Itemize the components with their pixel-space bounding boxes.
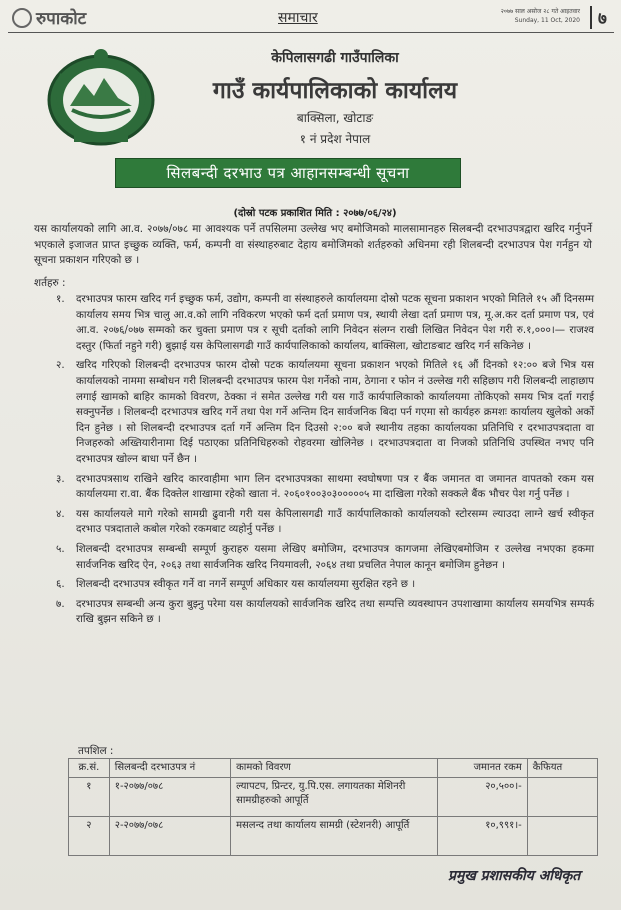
publication-date: (दोस्रो पटक प्रकाशित मिति : २०७७/०६/२४) (233, 208, 397, 219)
condition-item: ६. शिलबन्दी दरभाउपत्र स्वीकृत गर्ने वा नगर्ने सम्पूर्ण अधिकार यस कार्यालयमा सुरक्षित रहने छ । (56, 578, 416, 591)
col-serial: क्र.सं. (69, 759, 110, 778)
cell-security-amount: १०,९९१।- (437, 817, 527, 856)
signatory-title: प्रमुख प्रशासकीय अधिकृत (448, 868, 581, 884)
cell-tender-no: २-२०७७/०७८ (109, 817, 230, 856)
condition-item: ७. दरभाउपत्र सम्बन्धी अन्य कुरा बुझ्नु परेमा यस कार्यालयको सार्वजनिक खरिद तथा सम्पत्ति व्यवस्थापन उपशाखामा कार्यालय समयभित्र सम्पर्क राखि बुझन सकिने छ । (56, 597, 594, 626)
notice-intro: यस कार्यालयको लागि आ.व. २०७७/०७८ मा आवश्यक पर्ने तपसिलमा उल्लेख भए बमोजिमको मालसामानहरु सिलबन्दी दरभाउपत्रद्वारा खरिद गर्नुपर्ने भएकाले इजाजत प्राप्त इच्छुक व्यक्ति, फर्म, कम्पनी वा संस्थाहरुबाट देहाय बमोजिमको शर्तहरुको अधिनमा रही शिलबन्दी दरभाउपत्र पेश गर्नहुन यो सूचना प्रकाशन गरिएको छ । (34, 223, 592, 267)
conditions-list (34, 292, 594, 632)
cell-serial: २ (69, 817, 110, 856)
table-header-row (69, 759, 598, 778)
col-remarks: कैफियत (527, 759, 597, 778)
issue-date (480, 7, 580, 25)
condition-item: २. खरिद गरिएको शिलबन्दी दरभाउपत्र फारम दोस्रो पटक कार्यालयमा सूचना प्रकाशन भएको मितिले १६ औं दिनको १२:०० बजे भित्र यस कार्यालयको नाममा सम्बोधन गरी शिलबन्दी दरभाउपत्र फारम पेश गर्नेको नाम, ठेगाना र फोन नं उल्लेख गरी सहिछाप गरी शिलबन्दी लाहाछाप लगाई खामको बाहिर कामको विवरण, ठेक्का नं समेत उल्लेख गरी यस गाउँ कार्यपालिकाको कार्यालयमा तोकिएको समय भित्र दर्ता गराई सक्नुपर्नेछ । शिलबन्दी दरभाउपत्र खरिद गर्ने तथा पेश गर्ने अन्तिम दिन सार्वजनिक बिदा पर्न गएमा सो कार्यहरु क्रमशः कार्यालय खुलेको अर्को दिन हुनेछ । सो शिलबन्दी दरभाउपत्र दर्ता गर्ने अन्तिम दिन दिउसो २:०० बजे स्थानीय तहका कार्यालयका प्रतिनिधि र दरभाउपत्रदाता वा निजहरुको अख्तियारीनामा दिई पठाएका प्रतिनिधिहरुको रोहवरमा खोलिनेछ । दरभाउपत्रदाता वा निजको प्रतिनिधि उपस्थित नभए पनि दरभाउपत्र खोल्न बाधा पर्ने छैन । (56, 359, 594, 465)
cell-serial: १ (69, 778, 110, 817)
issue-date-np: २०७७ साल असोज २८ गते आइतवार (500, 8, 580, 15)
table-label: तपशिल : (78, 745, 114, 757)
cell-remarks (527, 817, 597, 856)
notice-title: सिलबन्दी दरभाउ पत्र आहानसम्बन्धी सूचना (166, 164, 410, 182)
table-row (69, 778, 598, 817)
conditions-heading: शर्तहरु : (34, 277, 66, 289)
notice-title-banner (115, 158, 461, 188)
office-province: १ नं प्रदेश नेपाल (299, 132, 371, 146)
condition-item: ४. यस कार्यालयले मागे गरेको सामग्री ढुवानी गरी यस केपिलासगढी गाउँ कार्यपालिकाको कार्यालयको स्टोरसम्म ल्याउदा लाग्ने खर्च स्वीकृत दरभाउ पत्रदाताले कबोल गरेको रकमबाट व्यहोर्नु पर्नेछ । (56, 507, 594, 536)
condition-item: ५. शिलबन्दी दरभाउपत्र सम्बन्धी सम्पूर्ण कुराहरु यसमा लेखिए बमोजिम, दरभाउपत्र कागजमा लेखिएबमोजिम र उल्लेख नभएका हकमा सार्वजनिक खरिद ऐन, २०६३ तथा सार्वजनिक खरिद नियमावली, २०६४ तथा प्रचलित नेपाल कानून बमोजिम हुनेछन । (56, 542, 594, 571)
cell-description: मसलन्द तथा कार्यालय सामग्री (स्टेशनरी) आपूर्ति (231, 817, 438, 856)
condition-item: १. दरभाउपत्र फारम खरिद गर्न इच्छुक फर्म, उद्योग, कम्पनी वा संस्थाहरुले कार्यालयमा दोस्रो पटक सूचना प्रकाशन भएको मितिले १५ औं दिनसम्म कार्यालय समय भित्र चालु आ.व.को लागि नविकरण भएको फर्म दर्ता प्रमाण पत्र, स्थायी लेखा दर्ता प्रमाण पत्र, मू.अ.कर दर्ता प्रमाण पत्र, एवं आ.व. २०७६/०७७ सम्मको कर चुक्ता प्रमाण पत्र र सूची दर्ताको लागि निवेदन संलग्न राखी लिखित निवेदन पेश गरी रु.१,०००।— राजश्व दस्तुर (फिर्ता नहुने गरी) बुझाई यस केपिलासगढी गाउँ कार्यपालिकाको कार्यालय, बाक्सिला, खोटाङबाट खरिद गर्न सकिनेछ । (56, 293, 594, 352)
cell-tender-no: १-२०७७/०७८ (109, 778, 230, 817)
col-security-amount: जमानत रकम (437, 759, 527, 778)
col-description: कामको विवरण (231, 759, 438, 778)
masthead (8, 4, 614, 33)
cell-remarks (527, 778, 597, 817)
logo-ring-icon (12, 8, 32, 28)
office-location: बाक्सिला, खोटाङ (296, 111, 374, 125)
paper-name: रुपाकोट (36, 9, 87, 29)
tender-table (68, 758, 598, 856)
office-header (170, 48, 500, 147)
table-row (69, 817, 598, 856)
nepal-emblem-icon (44, 44, 158, 148)
paper-logo (12, 6, 86, 29)
office-name: गाउँ कार्यपालिकाको कार्यालय (212, 78, 458, 104)
issue-date-en: Sunday, 11 Oct, 2020 (514, 17, 580, 24)
municipality-name: केपिलासगढी गाउँपालिका (271, 50, 399, 66)
page-number: ७ (590, 6, 607, 29)
col-tender-no: सिलबन्दी दरभाउपत्र नं (109, 759, 230, 778)
condition-item: ३. दरभाउपत्रसाथ राखिने खरिद कारवाहीमा भाग लिन दरभाउपत्रका साथमा स्वघोषणा पत्र र बैंक जमानत वा जमानत वापतको रकम यस कार्यालयमा रा.वा. बैंक दिक्तेल शाखामा रहेको खाता नं. २०६०१००३०३०००००५ मा दाखिला गरेको सक्कले बैंक भौचर पेश गर्नु पर्नेछ । (56, 472, 594, 501)
cell-security-amount: २०,५००।- (437, 778, 527, 817)
cell-description: ल्यापटप, प्रिन्टर, यु.पि.एस. लगायतका मेशिनरी सामग्रीहरुको आपूर्ति (231, 778, 438, 817)
section-name: समाचार (278, 10, 318, 26)
